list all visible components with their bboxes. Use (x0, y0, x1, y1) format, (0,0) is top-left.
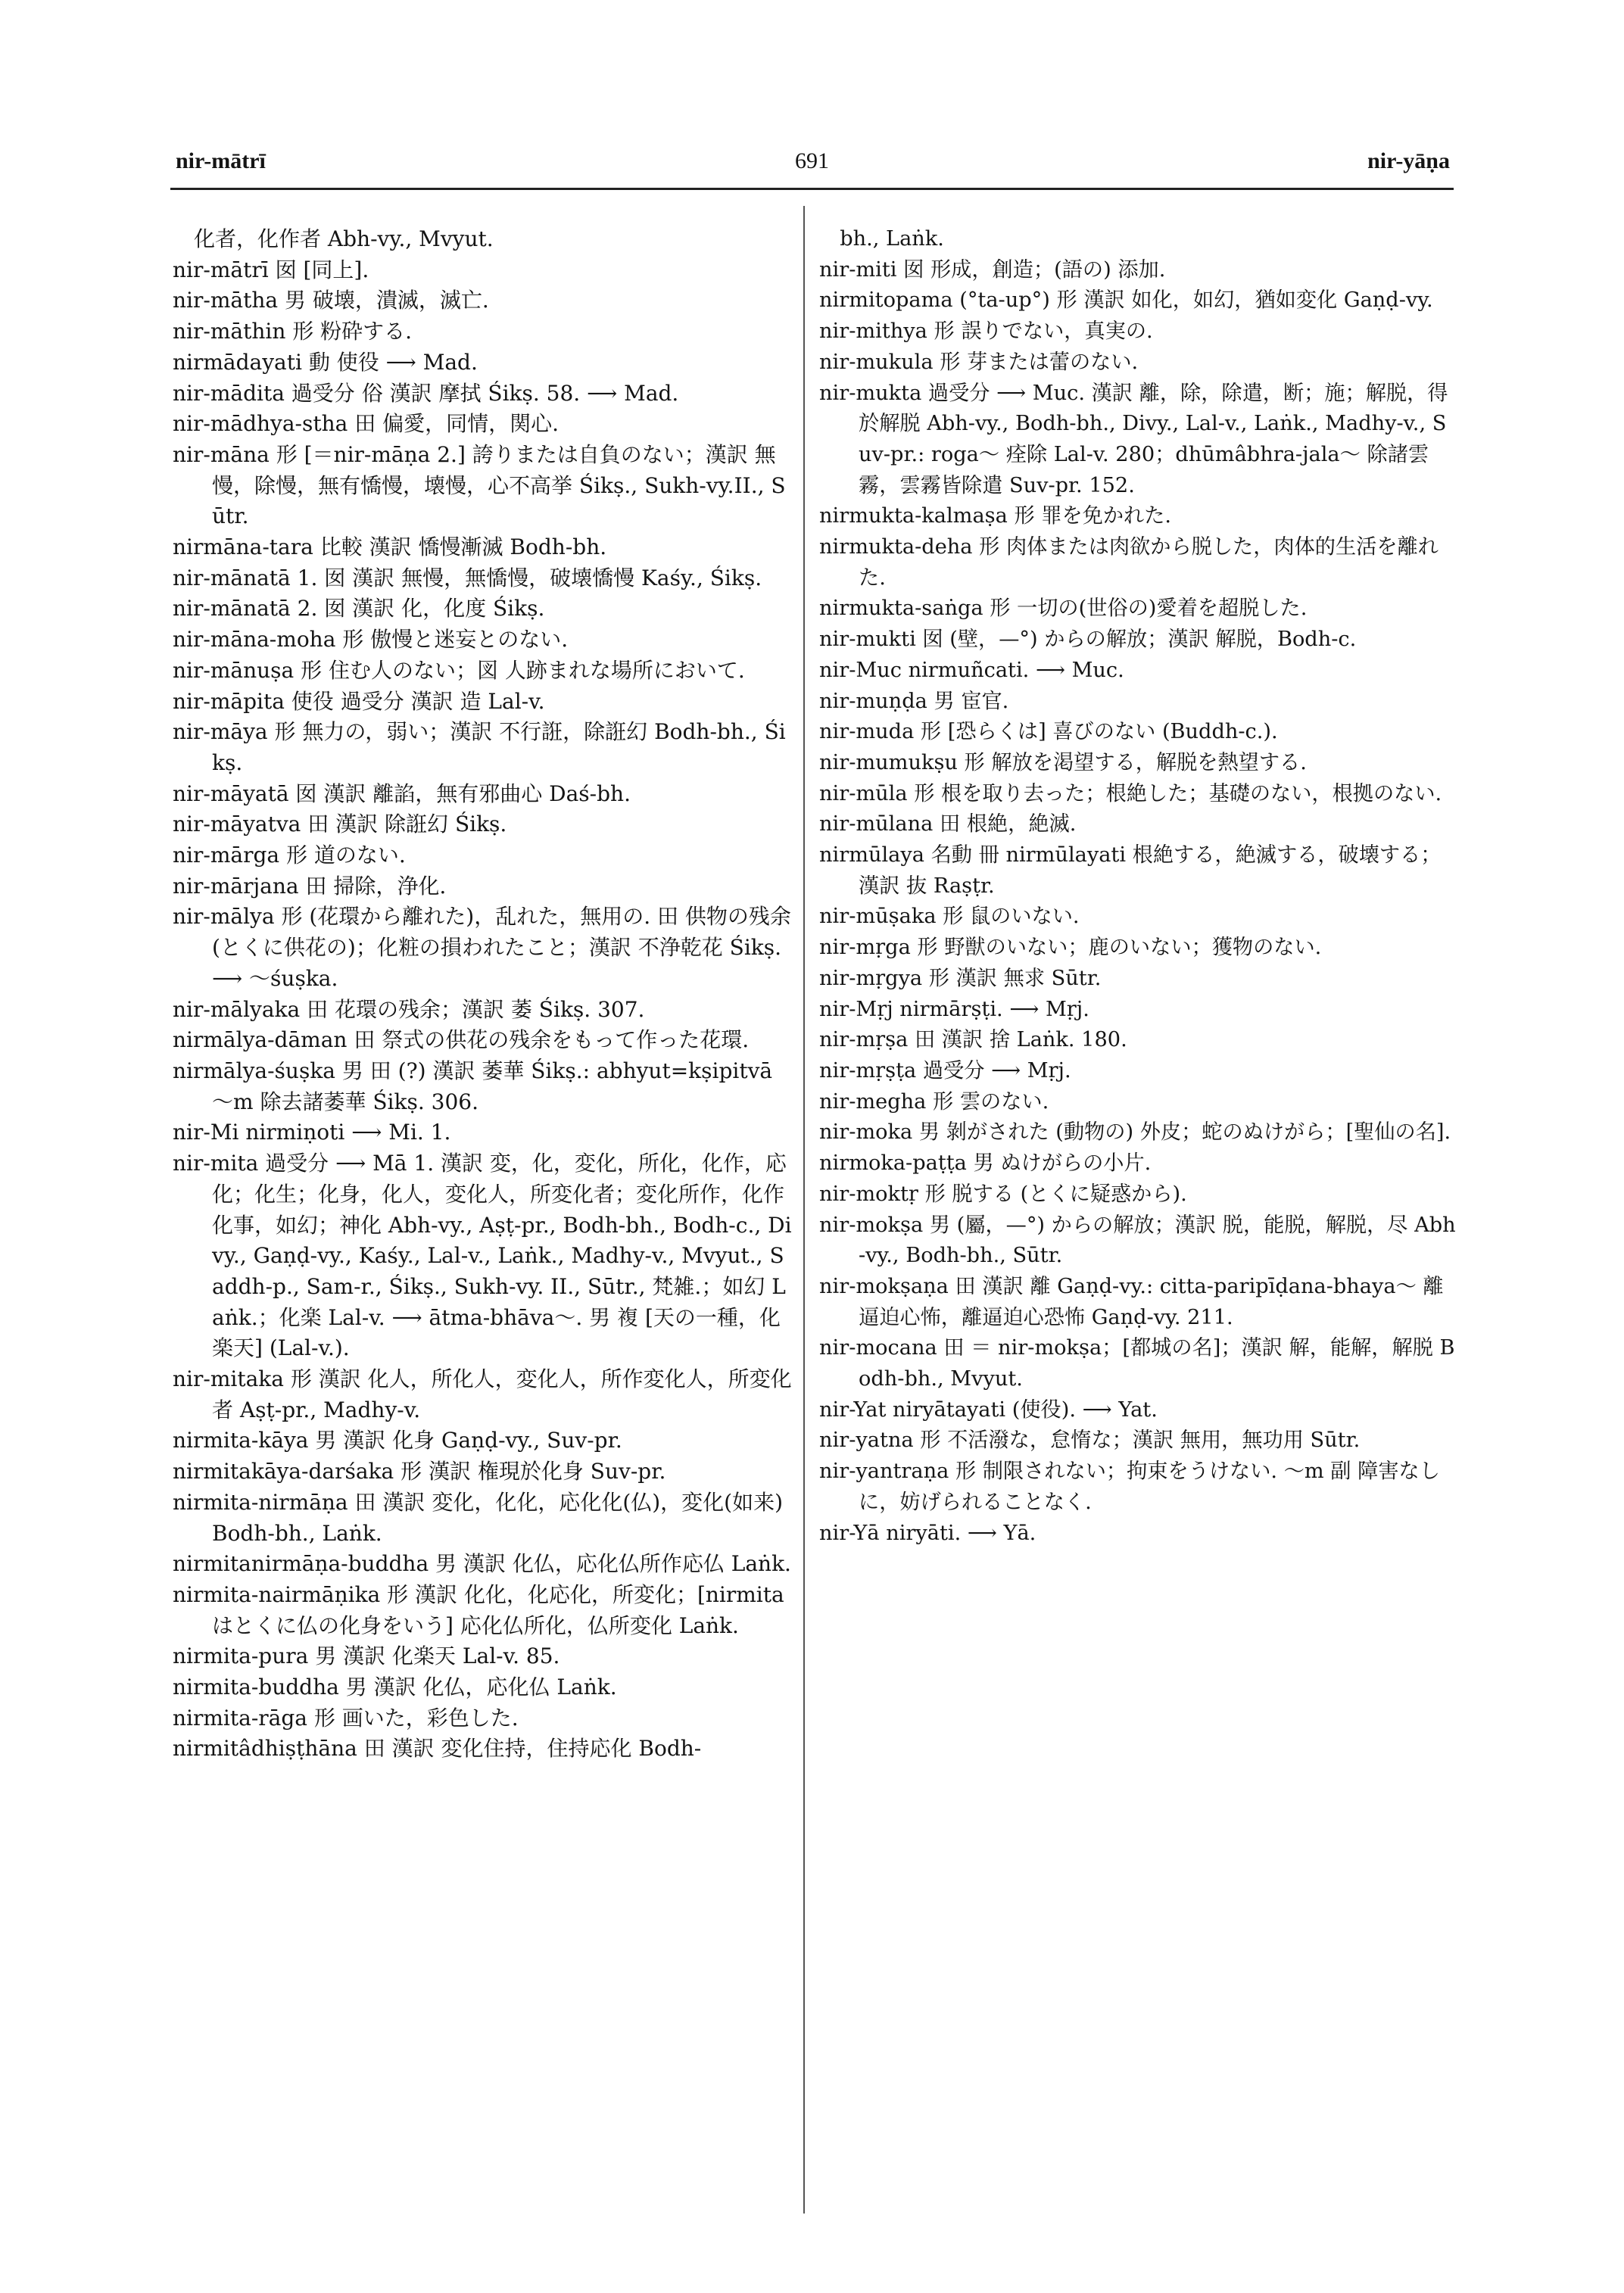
entry: 化者，化作者 Abh-vy., Mvyut. (173, 226, 494, 251)
entry: nir-yantraṇa 形 制限されない；拘束をうけない. ～m 副 障害なしに，妨げられることなく. (819, 1460, 1440, 1514)
entry: nir-māpita 使役 過受分 漢訳 造 Lal-v. (173, 688, 545, 714)
entry: nir-māna 形 [＝nir-māṇa 2.] 誇りまたは自負のない；漢訳 無慢，除慢，無有憍慢，壊慢，心不高挙 Śikṣ., Sukh-vy.II., Sūtr. (173, 441, 786, 529)
entry: nir-moktṛ 形 脱する (とくに疑惑から). (819, 1182, 1187, 1206)
entry: nir-mṛga 形 野獣のいない；鹿のいない；獲物のない. (819, 936, 1322, 960)
entry: nir-māyatva 田 漢訳 除誑幻 Śikṣ. (173, 812, 507, 837)
entry: nirmālya-śuṣka 男 田 (?) 漢訳 萎華 Śikṣ.: abhyut=kṣipitvā ～m 除去諸萎華 Śikṣ. 306. (173, 1058, 773, 1114)
entry: nirmita-nirmāṇa 田 漢訳 変化，化化，応化化(仏)，変化(如来) Bodh-bh., Laṅk. (173, 1489, 784, 1546)
entry: nir-moka 男 剝がされた (動物の) 外皮；蛇のぬけがら；[聖仙の名]. (819, 1120, 1451, 1145)
entry: nir-mānatā 1. 囡 漢訳 無慢，無憍慢，破壊憍慢 Kaśy., Śikṣ. (173, 565, 762, 590)
entry: nir-mita 過受分 ⟶ Mā 1. 漢訳 変，化，変化，所化，化作，応化；化生；化身，化人，変化人，所変化者；変化所作，化作化事，如幻；神化 Abh-vy., Aṣṭ-pr., Bodh-bh., Bodh-c., Divy., Gaṇḍ-vy., Kaśy., Lal-v., Laṅk., Madhy-v., Mvyut., Saddh-p., Sam-r., Śikṣ., Sukh-vy. II., Sūtr., 梵雑.；如幻 Laṅk.；化楽 Lal-v. ⟶ ātma-bhāva～. 男 複 [天の一種，化楽天] (Lal-v.). (173, 1151, 792, 1361)
entry: nir-mūṣaka 形 鼠のいない. (819, 905, 1080, 929)
entry: bh., Laṅk. (819, 227, 944, 251)
entry: nir-mumukṣu 形 解放を渇望する，解脱を熱望する. (819, 750, 1307, 774)
entry: nir-māthin 形 粉砕する. (173, 319, 413, 344)
entry: nirmālya-dāman 田 祭式の供花の残余をもって作った花環. (173, 1027, 750, 1053)
entry: nir-mālyaka 田 花環の残余；漢訳 萎 Śikṣ. 307. (173, 996, 645, 1022)
entry: nir-mithya 形 誤りでない，真実の. (819, 319, 1153, 344)
entry: nir-mālya 形 (花環から離れた)，乱れた，無用の. 田 供物の残余(とくに供花の)；化粧の損われたこと；漢訳 不浄乾花 Śikṣ. ⟶ ～śuṣka. (173, 904, 791, 991)
entry: nir-mṛgya 形 漢訳 無求 Sūtr. (819, 966, 1102, 990)
entry: nirmitanirmāṇa-buddha 男 漢訳 化仏，応化仏所作応仏 Laṅk. (173, 1551, 791, 1577)
entry: nir-megha 形 雲のない. (819, 1089, 1049, 1114)
entry: nir-Yat niryātayati (使役). ⟶ Yat. (819, 1397, 1158, 1422)
header-rule (170, 188, 1454, 190)
entry: nir-mṛṣṭa 過受分 ⟶ Mṛj. (819, 1058, 1071, 1083)
entry: nir-mānatā 2. 囡 漢訳 化，化度 Śikṣ. (173, 596, 545, 622)
entry: nir-mūlana 田 根絶，絶滅. (819, 812, 1077, 837)
entry: nir-mokṣa 男 (屬，—°) からの解放；漢訳 脱，能脱，解脱，尽 Abh-vy., Bodh-bh., Sūtr. (819, 1213, 1456, 1268)
entry: nir-māyatā 囡 漢訳 離諂，無有邪曲心 Daś-bh. (173, 780, 631, 806)
entry: nirmukta-saṅga 形 一切の(世俗の)愛着を超脱した. (819, 597, 1308, 621)
page-number: 691 (795, 148, 829, 173)
entry: nir-yatna 形 不活潑な，怠惰な；漢訳 無用，無功用 Sūtr. (819, 1428, 1361, 1453)
entry: nir-mātrī 囡 [同上]. (173, 257, 369, 282)
entry: nir-mātha 男 破壊，潰滅，滅亡. (173, 288, 489, 313)
entry: nir-muda 形 [恐らくは] 喜びのない (Buddh-c.). (819, 720, 1278, 744)
entry: nirmita-buddha 男 漢訳 化仏，応化仏 Laṅk. (173, 1675, 617, 1700)
entry: nir-mitaka 形 漢訳 化人，所化人，変化人，所作変化人，所変化者 Aṣṭ-pr., Madhy-v. (173, 1366, 792, 1422)
entry: nirmādayati 動 使役 ⟶ Mad. (173, 349, 478, 375)
entry: nir-mādita 過受分 俗 漢訳 摩拭 Śikṣ. 58. ⟶ Mad. (173, 380, 679, 406)
right-guide-word: nir-yāṇa (1367, 148, 1450, 173)
entry: nirmoka-paṭṭa 男 ぬけがらの小片. (819, 1151, 1152, 1176)
entry: nir-Muc nirmuñcati. ⟶ Muc. (819, 658, 1124, 682)
entry: nirmāna-tara 比較 漢訳 憍慢漸滅 Bodh-bh. (173, 534, 607, 560)
entry: nir-muṇḍa 男 宦官. (819, 689, 1009, 713)
entry: nirmukta-kalmaṣa 形 罪を免かれた. (819, 504, 1172, 528)
entry: nir-mṛṣa 田 漢訳 捨 Laṅk. 180. (819, 1028, 1127, 1052)
entry: nir-miti 囡 形成，創造；(語の) 添加. (819, 257, 1166, 282)
entry: nir-mārjana 田 掃除，浄化. (173, 873, 447, 899)
entry: nirmitâdhiṣṭhāna 田 漢訳 変化住持，住持応化 Bodh- (173, 1736, 702, 1762)
entry: nir-Mi nirmiṇoti ⟶ Mi. 1. (173, 1120, 451, 1145)
entry: nir-māna-moha 形 傲慢と迷妄とのない. (173, 627, 569, 653)
left-column (173, 224, 793, 1765)
right-column (819, 224, 1457, 1549)
entry: nir-mūla 形 根を取り去った；根絶した；基礎のない，根拠のない. (819, 781, 1442, 805)
entry: nirmitakāya-darśaka 形 漢訳 権現於化身 Suv-pr. (173, 1459, 666, 1485)
entry: nirmita-nairmāṇika 形 漢訳 化化，化応化，所変化；[nirmita はとくに仏の化身をいう] 応化仏所化，仏所変化 Laṅk. (173, 1581, 784, 1638)
entry: nir-mukti 囡 (壁，—°) からの解放；漢訳 解脱，Bodh-c. (819, 628, 1357, 652)
entry: nir-mocana 田 ＝ nir-mokṣa；[都城の名]；漢訳 解，能解，解脱 Bodh-bh., Mvyut. (819, 1336, 1455, 1391)
entry: nir-mokṣaṇa 田 漢訳 離 Gaṇḍ-vy.: citta-paripīḍana-bhaya～ 離逼迫心怖，離逼迫心恐怖 Gaṇḍ-vy. 211. (819, 1274, 1444, 1329)
entry: nir-mārga 形 道のない. (173, 843, 406, 868)
left-guide-word: nir-mātrī (176, 148, 266, 173)
entry: nir-mānuṣa 形 住む人のない；図 人跡まれな場所において. (173, 657, 745, 683)
entry: nirmitopama (°ta-up°) 形 漢訳 如化，如幻，猶如変化 Gaṇḍ-vy. (819, 288, 1433, 313)
entry: nir-Mṛj nirmārṣṭi. ⟶ Mṛj. (819, 997, 1089, 1021)
column-divider (803, 206, 805, 2214)
entry: nir-māya 形 無力の，弱い；漢訳 不行誑，除誑幻 Bodh-bh., Śikṣ. (173, 719, 786, 775)
entry: nirmita-rāga 形 画いた，彩色した. (173, 1705, 519, 1731)
entry: nirmukta-deha 形 肉体または肉欲から脱した，肉体的生活を離れた. (819, 535, 1439, 590)
entry: nirmita-kāya 男 漢訳 化身 Gaṇḍ-vy., Suv-pr. (173, 1428, 622, 1453)
entry: nir-mukula 形 芽または蕾のない. (819, 350, 1139, 374)
entry: nir-mukta 過受分 ⟶ Muc. 漢訳 離，除，除遣，断；施；解脱，得於解脱 Abh-vy., Bodh-bh., Divy., Lal-v., Laṅk., Madhy-v., Suv-pr.: roga～ 痊除 Lal-v. 280；dhūmâbhra-jala～ 除諸雲霧，雲霧皆除遣 Suv-pr. 152. (819, 381, 1448, 497)
entry: nirmūlaya 名動 冊 nirmūlayati 根絶する，絶滅する，破壊する；漢訳 抜 Raṣṭr. (819, 843, 1442, 898)
entry: nir-Yā niryāti. ⟶ Yā. (819, 1521, 1036, 1545)
entry: nir-mādhya-stha 田 偏愛，同情，関心. (173, 411, 560, 437)
entry: nirmita-pura 男 漢訳 化楽天 Lal-v. 85. (173, 1643, 560, 1669)
